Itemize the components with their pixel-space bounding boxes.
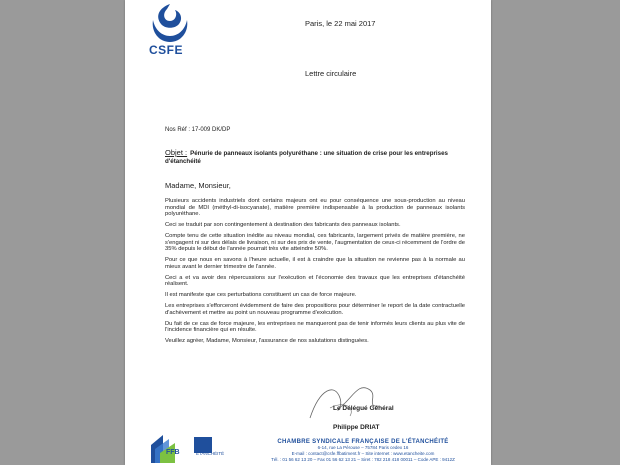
footer-tel: Tél. : 01 56 62 13 20 – Fax 01 56 62 13 21 – Siret : 782 218 418 00011 – Code APE : 9412Z: [271, 457, 455, 462]
footer-contact: E-mail : contact@csfe.ffbatiment.fr – Site internet : www.etancheite.com: [291, 451, 435, 456]
etancheite-text: ÉTANCHÉITÉ: [196, 451, 225, 456]
ffb-logo-icon: [149, 427, 229, 465]
letter-body: [165, 198, 465, 349]
paragraph: Ceci a et va avoir des répercussions sur l'exécution et l'économie des travaux que les entreprises d'étanchéité réalisent.: [165, 274, 465, 287]
footer-address: 6-14, rue La Pérouse – 75784 Paris cedex 16: [317, 445, 409, 450]
paragraph: Pour ce que nous en savons à l'heure actuelle, il est à craindre que la situation ne revienne pas à la normale au mieux avant le dernier trimestre de l'année.: [165, 257, 465, 270]
signatory-name: Philippe DRIAT: [333, 424, 380, 431]
subject-label: Objet :: [165, 148, 188, 157]
place-date: Paris, le 22 mai 2017: [305, 19, 376, 28]
paragraph: Compte tenu de cette situation inédite au niveau mondial, ces fabricants, largement privés de matière première, ne s'engagent ni sur des délais de livraison, ni sur des prix de vente, l'augmentation de ceux-ci récemment de l'ordre de 35% depuis le début de l'année pourrait très vite atteindre 50%.: [165, 233, 465, 252]
signature-block: [333, 399, 394, 437]
subject-line: [165, 149, 465, 166]
signatory-title: Le Délégué Général: [333, 405, 394, 412]
paragraph: Il est manifeste que ces perturbations constituent un cas de force majeure.: [165, 292, 357, 298]
document-type: Lettre circulaire: [305, 69, 357, 78]
salutation: Madame, Monsieur,: [165, 181, 231, 190]
footer-org: CHAMBRE SYNDICALE FRANÇAISE DE L'ÉTANCHÉITÉ: [277, 439, 449, 445]
paragraph: Ceci se traduit par son contingentement à destination des fabricants des panneaux isolants.: [165, 222, 401, 228]
logo-text: CSFE: [149, 43, 184, 57]
letter-page: [125, 0, 491, 465]
footer: [243, 439, 483, 463]
paragraph: Plusieurs accidents industriels dont certains majeurs ont eu pour conséquence une sous-production au niveau mondial de MDI (méthyl-di-isocyanate), matière première indispensable à la production de panneaux isolants polyuréthane.: [165, 198, 465, 217]
paragraph: Du fait de ce cas de force majeure, les entreprises ne manqueront pas de tenir informés leurs clients au plus vite de l'incidence financière qui en résulte.: [165, 320, 465, 333]
ffb-text: FFB: [166, 449, 180, 456]
paragraph: Veuillez agréer, Madame, Monsieur, l'assurance de nos salutations distinguées.: [165, 338, 369, 344]
subject-text: Pénurie de panneaux isolants polyuréthane : une situation de crise pour les entreprises d'étanchéité: [165, 150, 448, 165]
reference: Nos Réf : 17-009 DK/DP: [165, 127, 231, 133]
paragraph: Les entreprises s'efforceront évidemment de faire des propositions pour déterminer le report de la date contractuelle d'achèvement et mettre au point un nouveau programme d'exécution.: [165, 303, 465, 316]
